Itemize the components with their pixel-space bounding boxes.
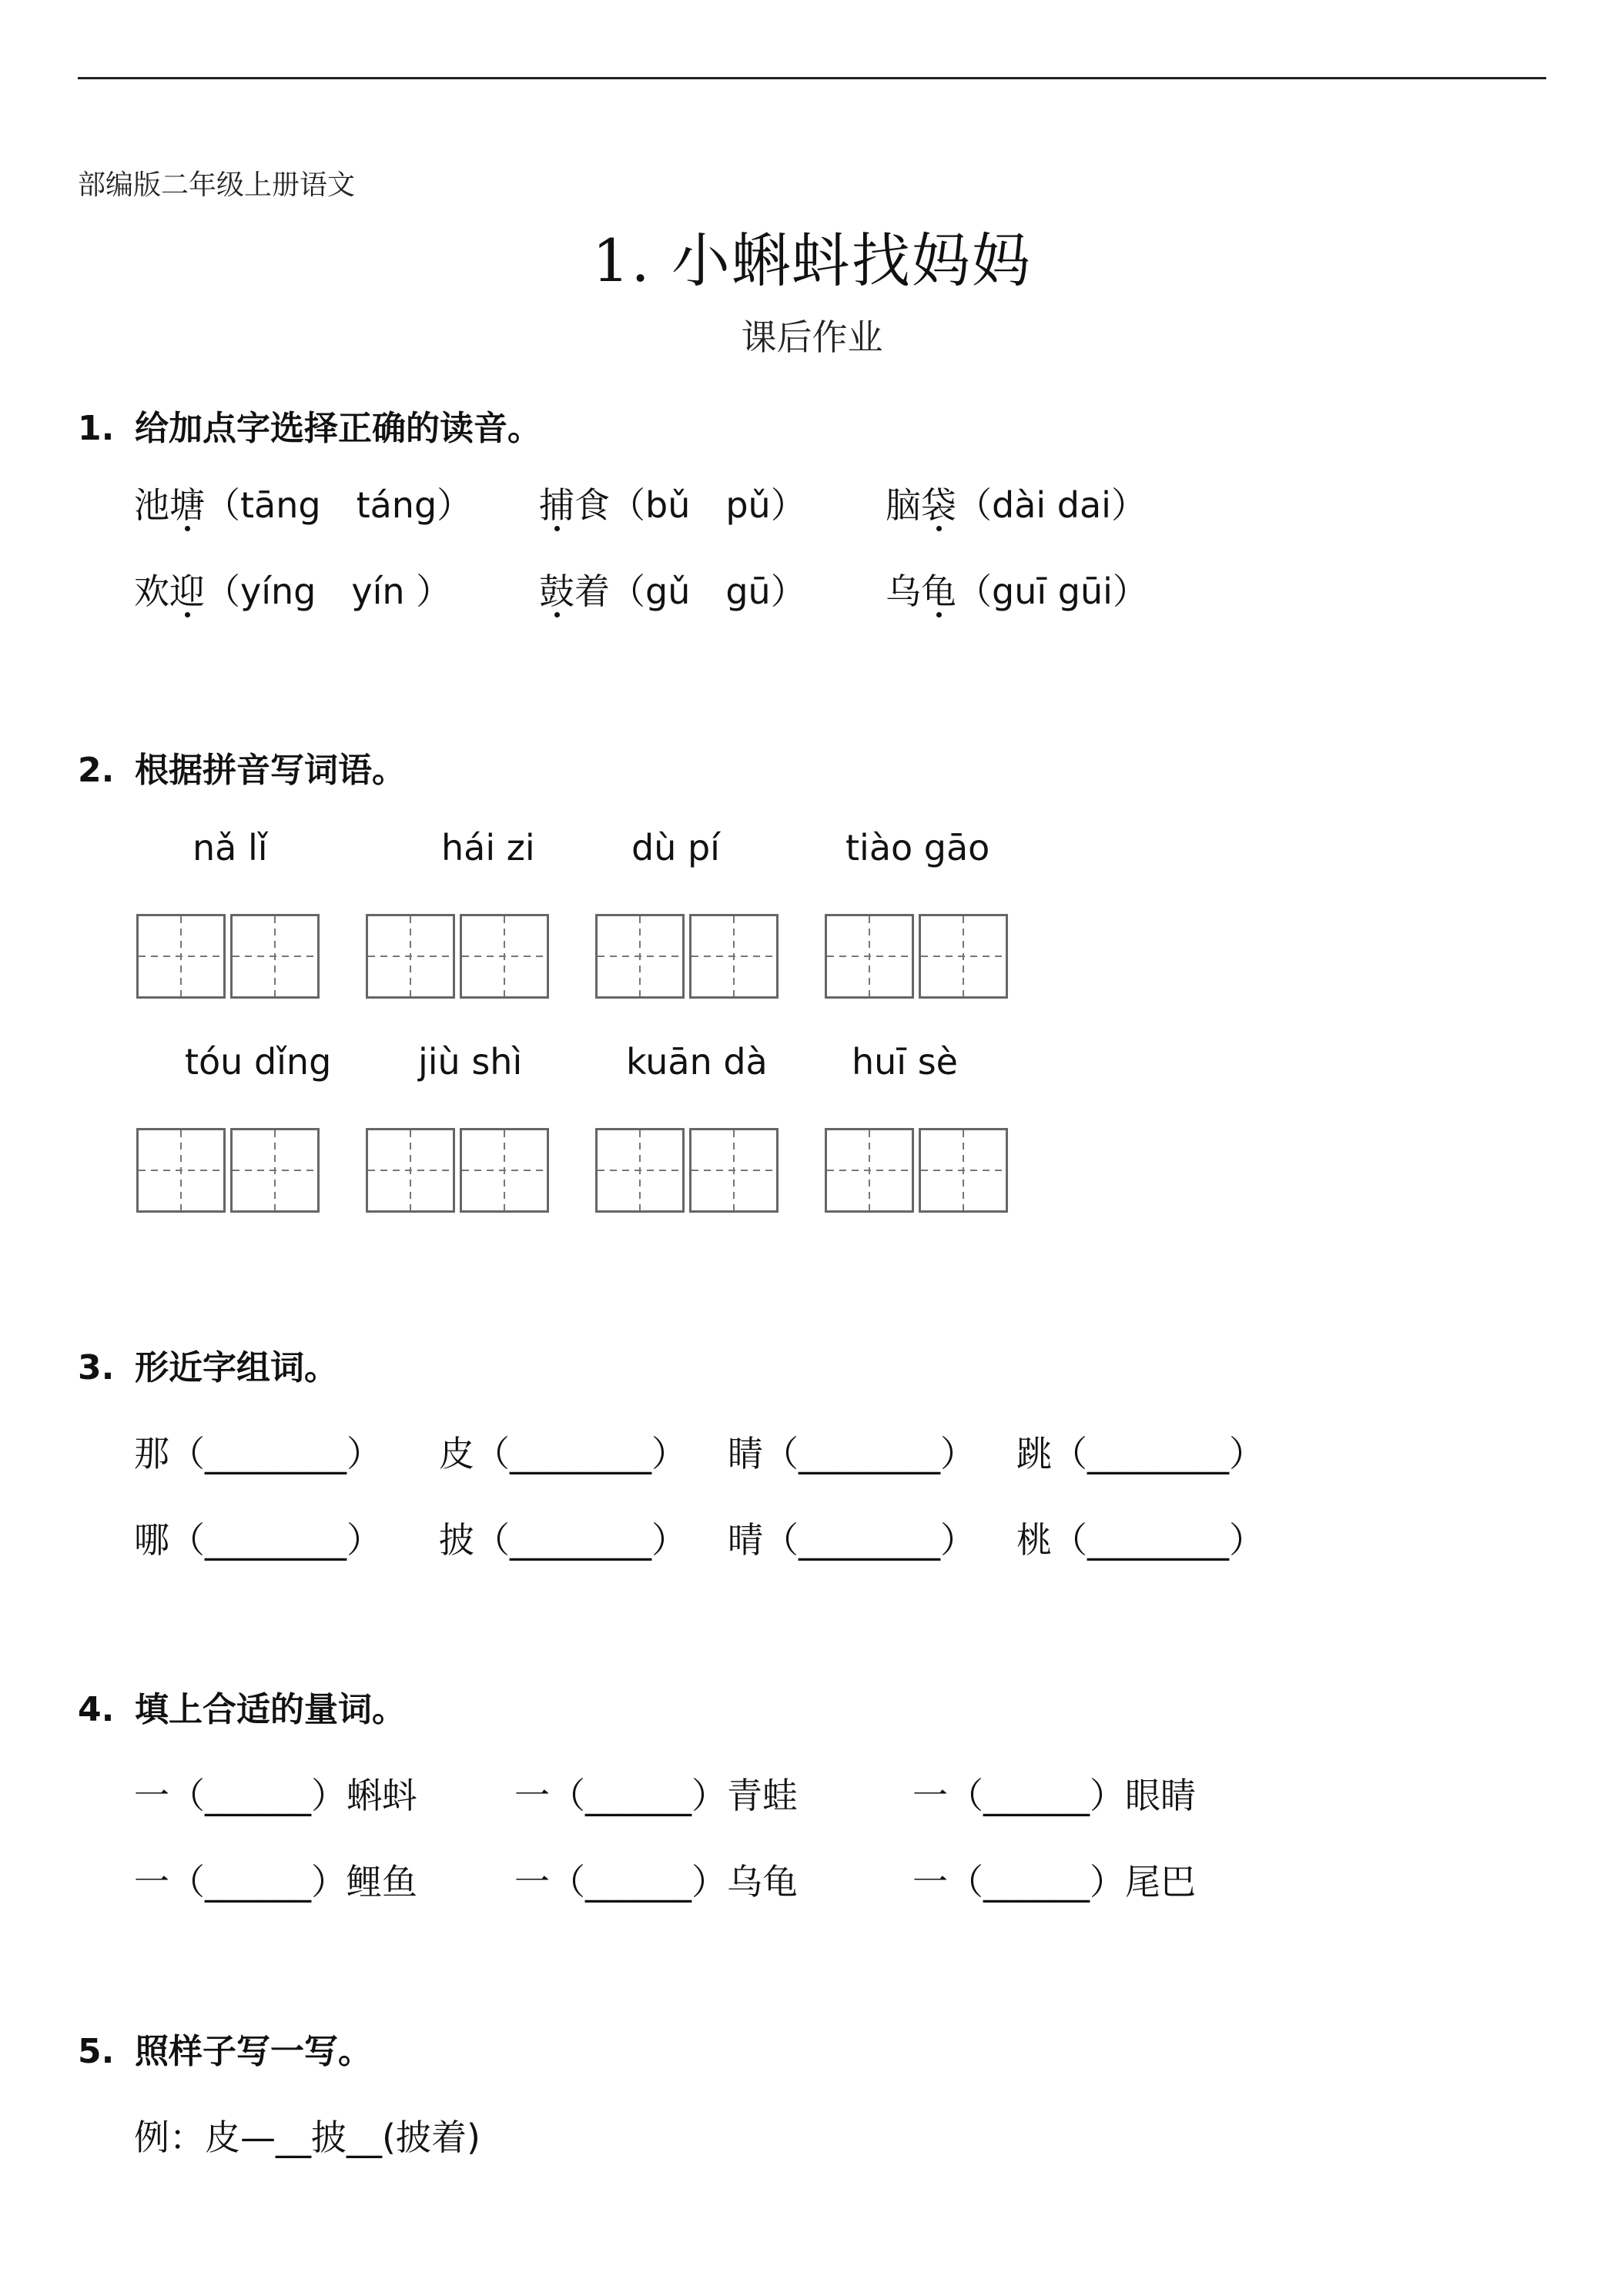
q3-item[interactable]: 披（________） [439,1519,687,1561]
q2-number: 2. [78,751,115,790]
pinyin-label: tóu dǐng [185,1041,332,1083]
dotted-char: 塘 [169,477,205,528]
q5-heading [78,2023,372,2073]
writing-grid[interactable] [825,1128,1008,1213]
q1-item: 鼓着（gǔ gū） [539,564,806,614]
dotted-char: 鼓 [539,564,574,614]
writing-grid[interactable] [136,914,320,999]
q3-item[interactable]: 皮（________） [439,1433,687,1474]
writing-grid[interactable] [366,1128,549,1213]
q4-item[interactable]: 一（______）尾巴 [912,1861,1196,1903]
page-title: 1. 小蝌蚪找妈妈 [592,226,1032,295]
tian-cell[interactable] [366,1128,455,1213]
subject-label: 部编版二年级上册语文 [78,169,356,201]
q4-item[interactable]: 一（______）乌龟 [514,1861,798,1903]
tian-cell[interactable] [460,1128,549,1213]
q3-number: 3. [78,1348,115,1387]
tian-cell[interactable] [825,914,914,999]
q3-item[interactable]: 跳（________） [1016,1433,1264,1474]
q4-item[interactable]: 一（______）蝌蚪 [134,1775,417,1816]
q1-item: 脑袋（dài dai） [886,477,1147,528]
pinyin-label: nǎ lǐ [193,827,268,869]
q3-item[interactable]: 晴（________） [728,1519,976,1561]
q1-item: 欢迎（yíng yín ） [134,564,451,614]
q3-heading [78,1340,338,1389]
q4-item[interactable]: 一（______）青蛙 [514,1775,798,1816]
tian-cell[interactable] [460,914,549,999]
pinyin-label: huī sè [852,1041,958,1083]
tian-cell[interactable] [366,914,455,999]
q4-item[interactable]: 一（______）眼睛 [912,1775,1196,1816]
pinyin-label: tiào gāo [845,827,990,869]
pinyin-options: （dài dai） [956,484,1147,526]
pinyin-options: （bǔ pǔ） [610,484,806,526]
pinyin-label: jiù shì [418,1041,523,1083]
writing-grid[interactable] [595,1128,779,1213]
page-subtitle: 课后作业 [741,316,883,358]
tian-cell[interactable] [230,914,320,999]
tian-cell[interactable] [919,1128,1008,1213]
pinyin-options: （gǔ gū） [610,571,806,612]
q3-item[interactable]: 睛（________） [728,1433,976,1474]
pinyin-label: dù pí [631,827,720,869]
q4-number: 4. [78,1690,115,1729]
tian-cell[interactable] [825,1128,914,1213]
writing-grid[interactable] [136,1128,320,1213]
writing-grid[interactable] [366,914,549,999]
q5-text: 照样子写一写。 [135,2032,372,2071]
q4-item[interactable]: 一（______）鲤鱼 [134,1861,417,1903]
tian-cell[interactable] [919,914,1008,999]
q2-text: 根据拼音写词语。 [135,751,406,790]
pinyin-options: （tāng táng） [205,484,473,526]
tian-cell[interactable] [689,1128,779,1213]
q5-example: 例：皮—__披__(披着) [134,2117,481,2158]
q3-item[interactable]: 哪（________） [134,1519,382,1561]
q1-item: 乌龟（guī gūi） [886,564,1148,614]
q1-number: 1. [78,409,115,448]
tian-cell[interactable] [595,1128,685,1213]
pinyin-label: kuān dà [626,1041,768,1083]
q3-item[interactable]: 那（________） [134,1433,382,1474]
tian-cell[interactable] [595,914,685,999]
dotted-char: 龟 [921,564,956,614]
q2-heading [78,742,406,792]
pinyin-options: （yíng yín ） [205,571,452,612]
q4-heading [78,1682,406,1731]
tian-cell[interactable] [230,1128,320,1213]
q1-item: 池塘（tāng táng） [134,477,472,528]
top-rule [78,77,1546,79]
q3-item[interactable]: 桃（________） [1016,1519,1264,1561]
pinyin-label: hái zi [441,827,535,869]
q1-heading [78,400,541,450]
dotted-char: 袋 [921,477,956,528]
q1-text: 给加点字选择正确的读音。 [135,409,541,448]
pinyin-options: （guī gūi） [956,571,1148,612]
q5-number: 5. [78,2032,115,2071]
q3-text: 形近字组词。 [135,1348,338,1387]
q1-item: 捕食（bǔ pǔ） [539,477,806,528]
dotted-char: 捕 [539,477,574,528]
writing-grid[interactable] [595,914,779,999]
tian-cell[interactable] [689,914,779,999]
writing-grid[interactable] [825,914,1008,999]
tian-cell[interactable] [136,1128,226,1213]
q4-text: 填上合适的量词。 [135,1690,406,1729]
tian-cell[interactable] [136,914,226,999]
dotted-char: 迎 [169,564,205,614]
